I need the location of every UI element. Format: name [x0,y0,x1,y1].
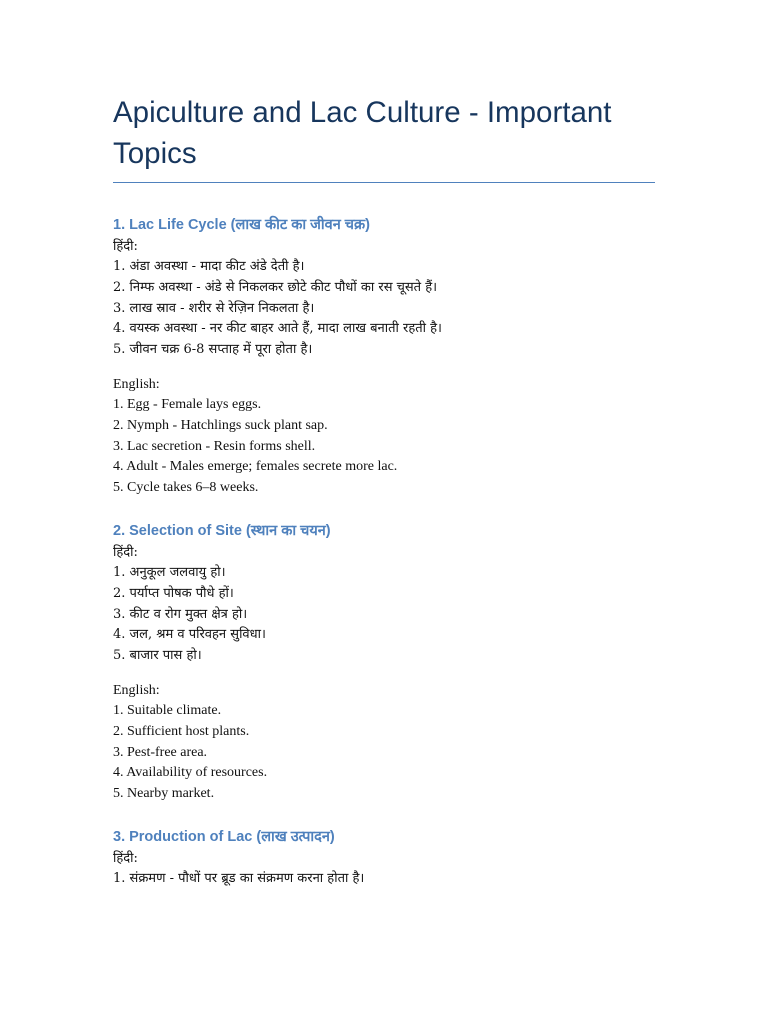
english-block [113,680,655,805]
section-lac-life-cycle [113,214,655,499]
hindi-block [113,236,655,361]
section-heading: 1. Lac Life Cycle (लाख कीट का जीवन चक्र) [113,217,370,233]
hindi-label: हिंदी: [113,239,138,254]
list-item: 5. बाजार पास हो। [113,648,202,664]
list-item: 2. निम्फ अवस्था - अंडे से निकलकर छोटे कीट पौधों का रस चूसते हैं। [113,279,438,295]
english-label: English: [113,682,160,698]
hindi-block [113,848,655,890]
list-item: 2. Sufficient host plants. [113,723,250,739]
section-heading: 2. Selection of Site (स्थान का चयन) [113,522,331,539]
hindi-label: हिंदी: [113,850,138,866]
list-item: 4. वयस्क अवस्था - नर कीट बाहर आते हैं, मादा लाख बनाती रहती है। [113,321,442,337]
list-item: 3. Lac secretion - Resin forms shell. [113,438,316,454]
list-item: 3. कीट व रोग मुक्त क्षेत्र हो। [113,606,248,622]
list-item: 4. Adult - Males emerge; females secrete more lac. [113,459,398,475]
list-item: 1. अंडा अवस्था - मादा कीट अंडे देती है। [113,259,305,274]
english-block [113,374,655,499]
section-production-of-lac [113,826,655,890]
list-item: 4. जल, श्रम व परिवहन सुविधा। [113,627,266,643]
list-item: 1. अनुकूल जलवायु हो। [113,564,226,580]
english-label: English: [113,376,160,392]
list-item: 1. संक्रमण - पौधों पर ब्रूड का संक्रमण करना होता है। [113,870,365,886]
list-item: 1. Egg - Female lays eggs. [113,396,262,412]
list-item: 2. पर्याप्त पोषक पौधे हों। [113,585,234,601]
document-page [113,92,655,890]
section-selection-of-site [113,520,655,805]
list-item: 3. Pest-free area. [113,744,208,760]
list-item: 2. Nymph - Hatchlings suck plant sap. [113,417,328,433]
hindi-block [113,542,655,667]
document-title: Apiculture and Lac Culture - Important Topics [113,92,655,183]
list-item: 5. जीवन चक्र 6-8 सप्ताह में पूरा होता है। [113,342,313,358]
hindi-label: हिंदी: [113,544,138,560]
list-item: 5. Nearby market. [113,786,215,802]
section-heading: 3. Production of Lac (लाख उत्पादन) [113,828,335,845]
list-item: 5. Cycle takes 6–8 weeks. [113,480,259,496]
list-item: 1. Suitable climate. [113,702,222,718]
list-item: 3. लाख स्राव - शरीर से रेज़िन निकलता है। [113,300,315,316]
list-item: 4. Availability of resources. [113,765,268,781]
